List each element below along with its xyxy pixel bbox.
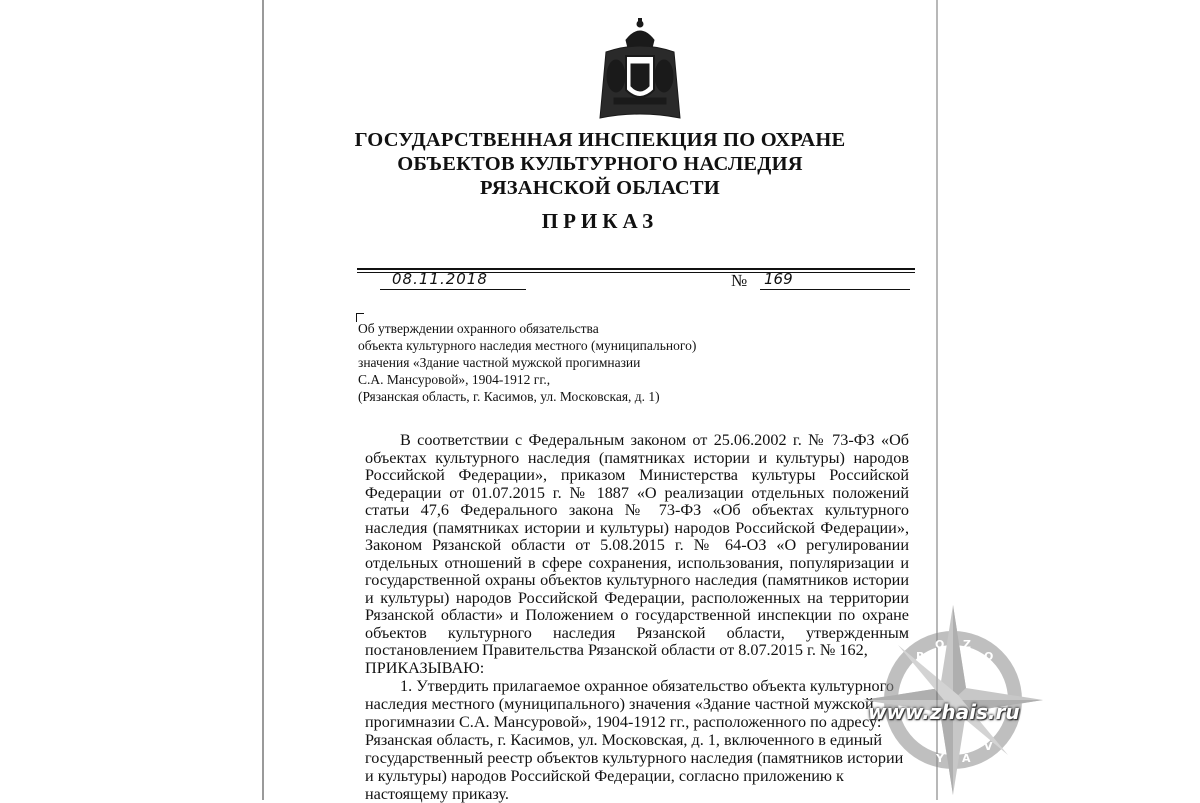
order-number: 169 <box>764 270 793 288</box>
subject-line: значения «Здание частной мужской прогимназии <box>358 355 641 370</box>
date-underline <box>380 289 526 290</box>
directive: ПРИКАЗЫВАЮ: <box>365 658 485 677</box>
watermark-site-text: www.zhais.ru <box>868 700 1020 724</box>
ring-letter: V <box>984 740 993 753</box>
ring-letter: Y <box>936 752 944 765</box>
item-line: 1. Утвердить прилагаемое охранное обязательство объекта культурного <box>400 677 894 695</box>
organization-name <box>262 128 938 200</box>
item-line: государственный реестр объектов культурного наследия (памятников истории <box>365 749 904 767</box>
ring-letter: A <box>962 752 971 765</box>
subject-line: С.А. Мансуровой», 1904-1912 гг., <box>358 372 551 387</box>
org-line: ГОСУДАРСТВЕННАЯ ИНСПЕКЦИЯ ПО ОХРАНЕ <box>354 129 846 151</box>
subject-line: Об утверждении охранного обязательства <box>358 321 599 336</box>
ring-letter: R <box>916 650 925 663</box>
number-underline <box>760 289 910 290</box>
number-label: № <box>731 271 748 290</box>
org-line: ОБЪЕКТОВ КУЛЬТУРНОГО НАСЛЕДИЯ <box>397 153 803 175</box>
order-date: 08.11.2018 <box>392 270 488 288</box>
item-line: наследия местного (муниципального) значения «Здание частной мужской <box>365 695 874 713</box>
item-line: прогимназии С.А. Мансуровой», 1904-1912 гг., расположенного по адресу: <box>365 713 882 731</box>
order-subject <box>358 320 738 405</box>
preamble-paragraph: В соответствии с Федеральным законом от 25.06.2002 г. № 73-ФЗ «Об объектах культурного наследия (памятниках истории и культуры) народов Российской Федерации», приказом Министерства культуры Российской Федерации от 01.07.2015 г. № 1887 «О реализации отдельных положений статьи 47,6 Федерального закона № 73-ФЗ «Об объектах культурного наследия (памятниках истории и культуры) народов Российской Федерации», Законом Рязанской области от 5.08.2015 г. № 64-ОЗ «О регулировании отдельных отношений в сфере сохранения, использования, популяризации и государственной охраны объектов культурного наследия (памятников истории и культуры) народов Российской Федерации, расположенных на территории Рязанской области» и Положением о государственной инспекции по охране объектов культурного наследия Рязанской области, утвержденным постановлением Правительства Рязанской области от 8.07.2015 г. № 162, <box>365 431 909 659</box>
preamble <box>365 432 909 677</box>
item-line: Рязанская область, г. Касимов, ул. Московская, д. 1, включенного в единый <box>365 731 882 749</box>
order-item-1 <box>365 677 909 803</box>
item-line: и культуры) народов Российской Федерации, согласно приложению к <box>365 767 844 785</box>
item-line: настоящему приказу. <box>365 785 509 803</box>
ring-letter: Z <box>963 638 971 651</box>
ring-letter: O <box>984 650 994 663</box>
coat-of-arms-emblem <box>596 18 684 126</box>
ring-letter: O <box>935 638 945 651</box>
document-type: ПРИКАЗ <box>541 209 659 233</box>
subject-line: объекта культурного наследия местного (муниципального) <box>358 338 697 353</box>
org-line: РЯЗАНСКОЙ ОБЛАСТИ <box>480 177 720 199</box>
subject-line: (Рязанская область, г. Касимов, ул. Московская, д. 1) <box>358 389 660 404</box>
